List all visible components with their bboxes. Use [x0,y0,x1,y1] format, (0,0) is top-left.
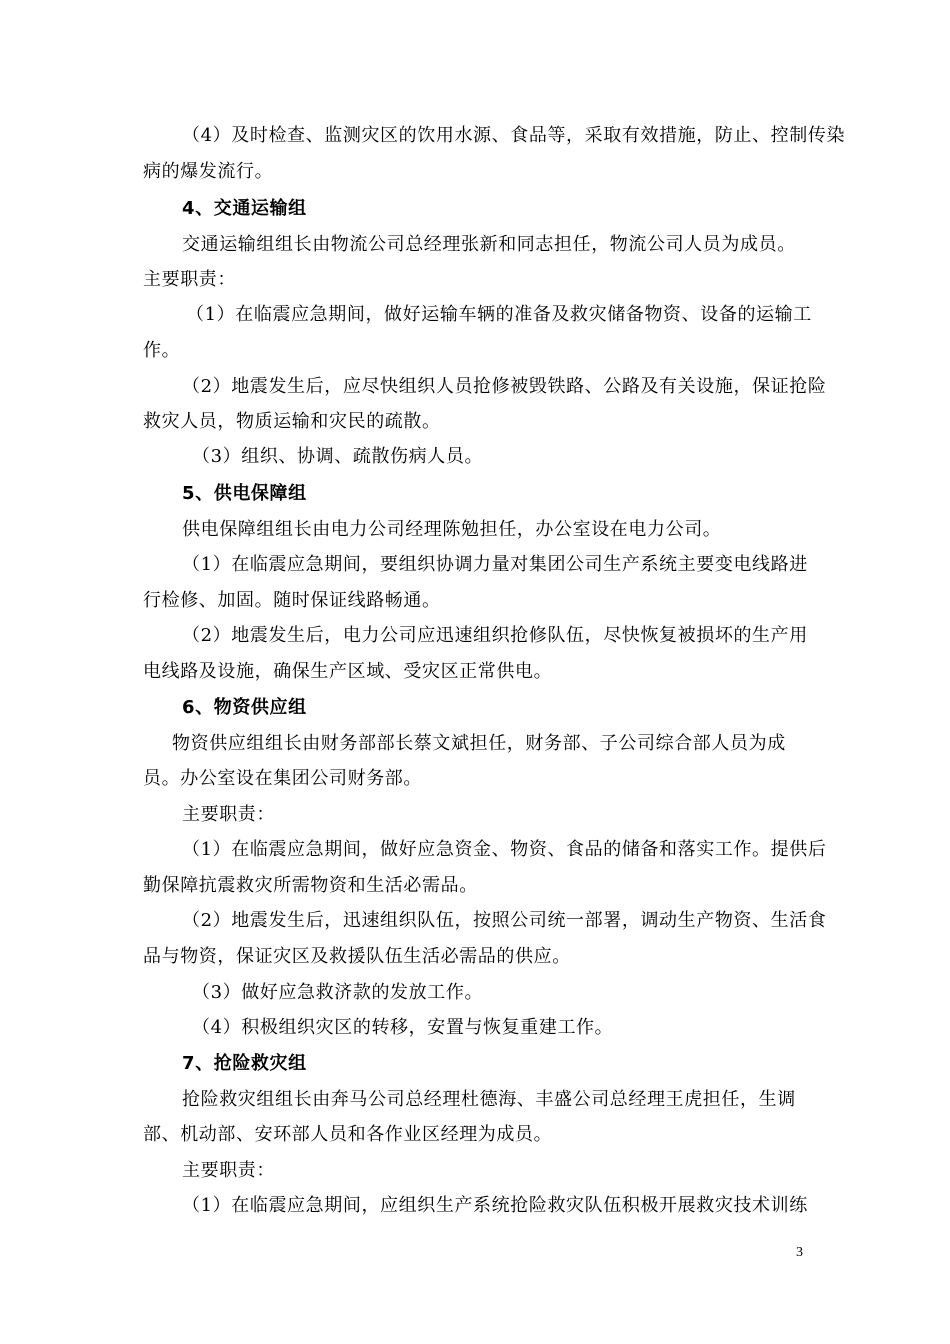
section-heading: 4、交通运输组 [182,198,307,219]
section-heading: 7、抢险救灾组 [182,1053,307,1074]
paragraph-line: 电线路及设施，确保生产区域、受灾区正常供电。 [143,661,553,682]
paragraph-line: （1）在临震应急期间，应组织生产系统抢险救灾队伍积极开展救灾技术训练 [182,1195,808,1216]
paragraph-line: 行检修、加固。随时保证线路畅通。 [143,590,441,611]
paragraph-line: （1）在临震应急期间，要组织协调力量对集团公司生产系统主要变电线路进 [182,554,808,575]
section-heading: 6、物资供应组 [182,697,307,718]
paragraph-line: 救灾人员，物质运输和灾民的疏散。 [143,411,441,432]
paragraph-line: 员。办公室设在集团公司财务部。 [143,768,422,789]
paragraph-line: 作。 [143,340,181,361]
paragraph-line: （2）地震发生后，应尽快组织人员抢修被毁铁路、公路及有关设施，保证抢险 [182,376,827,397]
paragraph-line: 品与物资，保证灾区及救援队伍生活必需品的供应。 [143,946,571,967]
paragraph-line: （2）地震发生后，电力公司应迅速组织抢修队伍，尽快恢复被损坏的生产用 [182,625,808,646]
paragraph-line: 物资供应组组长由财务部部长蔡文斌担任，财务部、子公司综合部人员为成 [172,733,786,754]
paragraph-line: （2）地震发生后，迅速组织队伍，按照公司统一部署，调动生产物资、生活食 [182,910,827,931]
paragraph-line: （1）在临震应急期间，做好运输车辆的准备及救灾储备物资、设备的运输工 [186,304,812,325]
paragraph-line: 主要职责： [182,804,275,825]
paragraph-line: 交通运输组组长由物流公司总经理张新和同志担任，物流公司人员为成员。 [182,234,796,255]
paragraph-line: （3）做好应急救济款的发放工作。 [192,982,484,1003]
paragraph-line: 病的爆发流行。 [143,161,274,182]
section-heading: 5、供电保障组 [182,483,307,504]
paragraph-line: （4）及时检查、监测灾区的饮用水源、食品等，采取有效措施，防止、控制传染 [182,125,846,146]
paragraph-line: 勤保障抗震救灾所需物资和生活必需品。 [143,875,478,896]
paragraph-line: 抢险救灾组组长由奔马公司总经理杜德海、丰盛公司总经理王虎担任，生调 [182,1089,796,1110]
paragraph-line: 部、机动部、安环部人员和各作业区经理为成员。 [143,1124,553,1145]
paragraph-line: 主要职责： [182,1160,275,1181]
paragraph-line: 供电保障组组长由电力公司经理陈勉担任，办公室设在电力公司。 [182,519,722,540]
paragraph-line: （3）组织、协调、疏散伤病人员。 [192,446,484,467]
paragraph-line: 主要职责： [143,269,236,290]
paragraph-line: （1）在临震应急期间，做好应急资金、物资、食品的储备和落实工作。提供后 [182,839,827,860]
paragraph-line: （4）积极组织灾区的转移，安置与恢复重建工作。 [192,1017,614,1038]
page-number: 3 [796,1245,803,1260]
